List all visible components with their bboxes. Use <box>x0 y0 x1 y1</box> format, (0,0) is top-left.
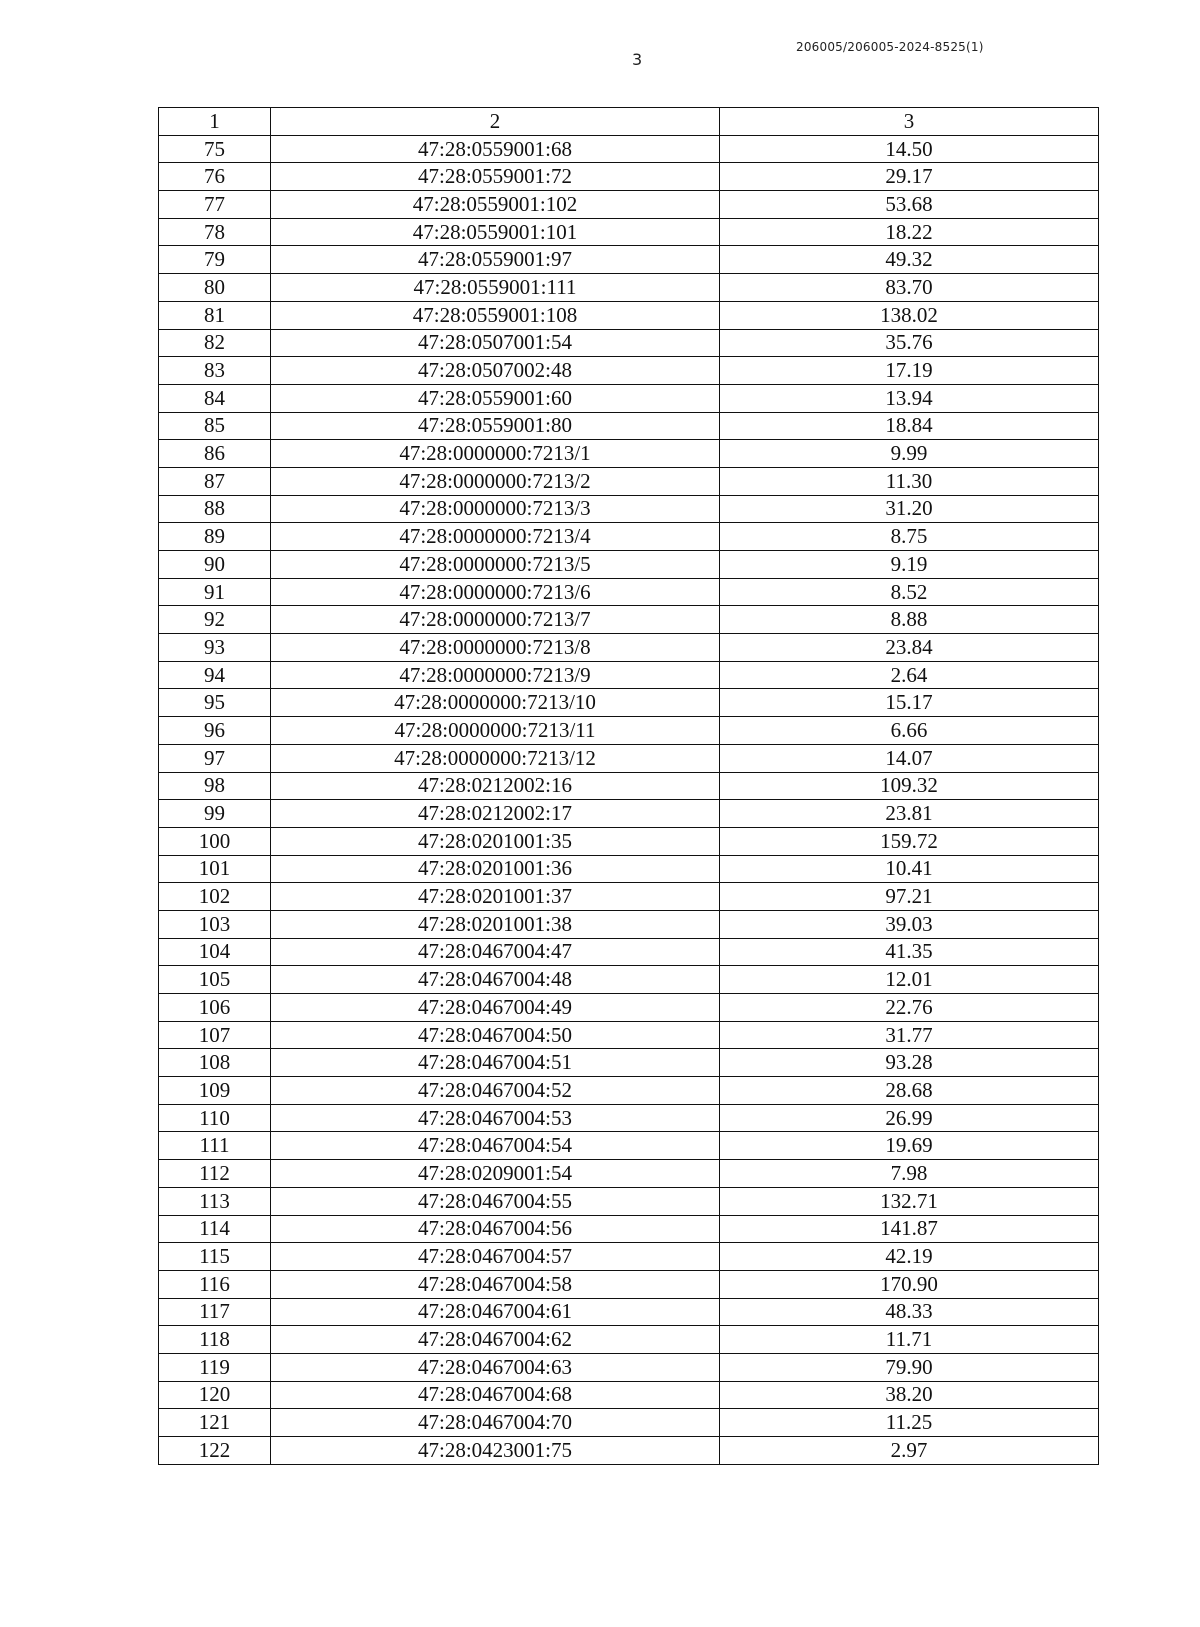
row-number-cell: 87 <box>159 467 271 495</box>
table-row <box>159 827 1099 855</box>
value-cell: 49.32 <box>720 246 1099 274</box>
row-number-cell: 104 <box>159 938 271 966</box>
table-row <box>159 329 1099 357</box>
cadastral-number-cell: 47:28:0467004:56 <box>271 1215 720 1243</box>
table-row <box>159 1132 1099 1160</box>
cadastral-number-cell: 47:28:0467004:53 <box>271 1104 720 1132</box>
table-row <box>159 274 1099 302</box>
row-number-cell: 106 <box>159 994 271 1022</box>
cadastral-number-cell: 47:28:0201001:37 <box>271 883 720 911</box>
row-number-cell: 84 <box>159 384 271 412</box>
value-cell: 170.90 <box>720 1270 1099 1298</box>
value-cell: 7.98 <box>720 1160 1099 1188</box>
cadastral-number-cell: 47:28:0559001:80 <box>271 412 720 440</box>
value-cell: 22.76 <box>720 994 1099 1022</box>
row-number-cell: 90 <box>159 551 271 579</box>
table-row <box>159 883 1099 911</box>
cadastral-number-cell: 47:28:0000000:7213/7 <box>271 606 720 634</box>
value-cell: 31.77 <box>720 1021 1099 1049</box>
row-number-cell: 103 <box>159 910 271 938</box>
row-number-cell: 81 <box>159 301 271 329</box>
value-cell: 12.01 <box>720 966 1099 994</box>
table-row <box>159 634 1099 662</box>
table-row <box>159 1077 1099 1105</box>
table-row <box>159 495 1099 523</box>
row-number-cell: 96 <box>159 717 271 745</box>
column-header-cadastral-number: 2 <box>271 108 720 136</box>
table-row <box>159 938 1099 966</box>
cadastral-number-cell: 47:28:0467004:48 <box>271 966 720 994</box>
table-row <box>159 163 1099 191</box>
value-cell: 109.32 <box>720 772 1099 800</box>
table-row <box>159 523 1099 551</box>
table-row <box>159 855 1099 883</box>
value-cell: 159.72 <box>720 827 1099 855</box>
document-id: 206005/206005-2024-8525(1) <box>796 40 984 54</box>
table-body <box>159 135 1099 1464</box>
value-cell: 39.03 <box>720 910 1099 938</box>
cadastral-number-cell: 47:28:0201001:38 <box>271 910 720 938</box>
table-row <box>159 1409 1099 1437</box>
table-row <box>159 1243 1099 1271</box>
table-row <box>159 1021 1099 1049</box>
cadastral-number-cell: 47:28:0201001:36 <box>271 855 720 883</box>
cadastral-number-cell: 47:28:0000000:7213/12 <box>271 744 720 772</box>
value-cell: 132.71 <box>720 1187 1099 1215</box>
table-row <box>159 551 1099 579</box>
value-cell: 138.02 <box>720 301 1099 329</box>
table-row <box>159 744 1099 772</box>
value-cell: 9.19 <box>720 551 1099 579</box>
cadastral-number-cell: 47:28:0467004:63 <box>271 1353 720 1381</box>
cadastral-number-cell: 47:28:0467004:55 <box>271 1187 720 1215</box>
row-number-cell: 118 <box>159 1326 271 1354</box>
value-cell: 18.84 <box>720 412 1099 440</box>
table-row <box>159 1049 1099 1077</box>
row-number-cell: 117 <box>159 1298 271 1326</box>
cadastral-number-cell: 47:28:0423001:75 <box>271 1437 720 1465</box>
row-number-cell: 83 <box>159 357 271 385</box>
value-cell: 15.17 <box>720 689 1099 717</box>
value-cell: 83.70 <box>720 274 1099 302</box>
value-cell: 42.19 <box>720 1243 1099 1271</box>
value-cell: 10.41 <box>720 855 1099 883</box>
cadastral-number-cell: 47:28:0467004:47 <box>271 938 720 966</box>
cadastral-number-cell: 47:28:0212002:17 <box>271 800 720 828</box>
cadastral-number-cell: 47:28:0559001:108 <box>271 301 720 329</box>
row-number-cell: 110 <box>159 1104 271 1132</box>
cadastral-number-cell: 47:28:0467004:57 <box>271 1243 720 1271</box>
row-number-cell: 89 <box>159 523 271 551</box>
cadastral-number-cell: 47:28:0000000:7213/8 <box>271 634 720 662</box>
value-cell: 8.75 <box>720 523 1099 551</box>
cadastral-number-cell: 47:28:0467004:61 <box>271 1298 720 1326</box>
row-number-cell: 114 <box>159 1215 271 1243</box>
table-row <box>159 661 1099 689</box>
value-cell: 19.69 <box>720 1132 1099 1160</box>
value-cell: 6.66 <box>720 717 1099 745</box>
cadastral-table <box>158 107 1099 1465</box>
cadastral-number-cell: 47:28:0467004:49 <box>271 994 720 1022</box>
value-cell: 11.25 <box>720 1409 1099 1437</box>
value-cell: 9.99 <box>720 440 1099 468</box>
cadastral-number-cell: 47:28:0507001:54 <box>271 329 720 357</box>
cadastral-number-cell: 47:28:0000000:7213/10 <box>271 689 720 717</box>
row-number-cell: 121 <box>159 1409 271 1437</box>
row-number-cell: 77 <box>159 191 271 219</box>
row-number-cell: 115 <box>159 1243 271 1271</box>
value-cell: 23.84 <box>720 634 1099 662</box>
cadastral-number-cell: 47:28:0209001:54 <box>271 1160 720 1188</box>
column-header-number: 1 <box>159 108 271 136</box>
page-number: 3 <box>632 50 643 69</box>
table-row <box>159 218 1099 246</box>
table-row <box>159 910 1099 938</box>
cadastral-number-cell: 47:28:0000000:7213/3 <box>271 495 720 523</box>
value-cell: 26.99 <box>720 1104 1099 1132</box>
table-row <box>159 1160 1099 1188</box>
value-cell: 23.81 <box>720 800 1099 828</box>
cadastral-number-cell: 47:28:0467004:62 <box>271 1326 720 1354</box>
table-row <box>159 440 1099 468</box>
table-row <box>159 135 1099 163</box>
row-number-cell: 97 <box>159 744 271 772</box>
table-row <box>159 1326 1099 1354</box>
table-row <box>159 357 1099 385</box>
value-cell: 93.28 <box>720 1049 1099 1077</box>
table-row <box>159 246 1099 274</box>
cadastral-number-cell: 47:28:0000000:7213/4 <box>271 523 720 551</box>
value-cell: 11.71 <box>720 1326 1099 1354</box>
column-header-value: 3 <box>720 108 1099 136</box>
value-cell: 41.35 <box>720 938 1099 966</box>
value-cell: 31.20 <box>720 495 1099 523</box>
row-number-cell: 113 <box>159 1187 271 1215</box>
cadastral-number-cell: 47:28:0559001:60 <box>271 384 720 412</box>
cadastral-number-cell: 47:28:0000000:7213/11 <box>271 717 720 745</box>
row-number-cell: 109 <box>159 1077 271 1105</box>
row-number-cell: 99 <box>159 800 271 828</box>
row-number-cell: 102 <box>159 883 271 911</box>
row-number-cell: 80 <box>159 274 271 302</box>
value-cell: 79.90 <box>720 1353 1099 1381</box>
cadastral-number-cell: 47:28:0201001:35 <box>271 827 720 855</box>
row-number-cell: 108 <box>159 1049 271 1077</box>
row-number-cell: 75 <box>159 135 271 163</box>
value-cell: 97.21 <box>720 883 1099 911</box>
cadastral-number-cell: 47:28:0507002:48 <box>271 357 720 385</box>
row-number-cell: 101 <box>159 855 271 883</box>
row-number-cell: 91 <box>159 578 271 606</box>
cadastral-number-cell: 47:28:0000000:7213/9 <box>271 661 720 689</box>
cadastral-number-cell: 47:28:0467004:70 <box>271 1409 720 1437</box>
row-number-cell: 116 <box>159 1270 271 1298</box>
value-cell: 38.20 <box>720 1381 1099 1409</box>
table-row <box>159 191 1099 219</box>
row-number-cell: 122 <box>159 1437 271 1465</box>
table-row <box>159 772 1099 800</box>
table-row <box>159 301 1099 329</box>
table-row <box>159 1298 1099 1326</box>
row-number-cell: 82 <box>159 329 271 357</box>
value-cell: 2.64 <box>720 661 1099 689</box>
row-number-cell: 98 <box>159 772 271 800</box>
table-row <box>159 717 1099 745</box>
row-number-cell: 79 <box>159 246 271 274</box>
row-number-cell: 76 <box>159 163 271 191</box>
value-cell: 14.07 <box>720 744 1099 772</box>
table-row <box>159 1104 1099 1132</box>
value-cell: 18.22 <box>720 218 1099 246</box>
row-number-cell: 119 <box>159 1353 271 1381</box>
table-row <box>159 467 1099 495</box>
row-number-cell: 100 <box>159 827 271 855</box>
value-cell: 28.68 <box>720 1077 1099 1105</box>
table-row <box>159 800 1099 828</box>
row-number-cell: 120 <box>159 1381 271 1409</box>
table-header-row <box>159 108 1099 136</box>
row-number-cell: 105 <box>159 966 271 994</box>
cadastral-number-cell: 47:28:0467004:68 <box>271 1381 720 1409</box>
cadastral-number-cell: 47:28:0000000:7213/2 <box>271 467 720 495</box>
row-number-cell: 111 <box>159 1132 271 1160</box>
value-cell: 29.17 <box>720 163 1099 191</box>
table-row <box>159 1270 1099 1298</box>
value-cell: 14.50 <box>720 135 1099 163</box>
value-cell: 8.88 <box>720 606 1099 634</box>
value-cell: 53.68 <box>720 191 1099 219</box>
row-number-cell: 85 <box>159 412 271 440</box>
cadastral-number-cell: 47:28:0467004:52 <box>271 1077 720 1105</box>
table-row <box>159 1187 1099 1215</box>
cadastral-number-cell: 47:28:0559001:102 <box>271 191 720 219</box>
cadastral-number-cell: 47:28:0467004:50 <box>271 1021 720 1049</box>
table-row <box>159 606 1099 634</box>
table-row <box>159 1353 1099 1381</box>
table-row <box>159 1381 1099 1409</box>
cadastral-number-cell: 47:28:0467004:58 <box>271 1270 720 1298</box>
cadastral-number-cell: 47:28:0212002:16 <box>271 772 720 800</box>
cadastral-number-cell: 47:28:0000000:7213/6 <box>271 578 720 606</box>
cadastral-number-cell: 47:28:0467004:54 <box>271 1132 720 1160</box>
value-cell: 17.19 <box>720 357 1099 385</box>
table-row <box>159 966 1099 994</box>
table-row <box>159 1437 1099 1465</box>
table-row <box>159 689 1099 717</box>
value-cell: 8.52 <box>720 578 1099 606</box>
table-row <box>159 412 1099 440</box>
row-number-cell: 78 <box>159 218 271 246</box>
row-number-cell: 86 <box>159 440 271 468</box>
cadastral-number-cell: 47:28:0559001:68 <box>271 135 720 163</box>
cadastral-number-cell: 47:28:0000000:7213/1 <box>271 440 720 468</box>
row-number-cell: 94 <box>159 661 271 689</box>
cadastral-number-cell: 47:28:0559001:97 <box>271 246 720 274</box>
value-cell: 35.76 <box>720 329 1099 357</box>
table-row <box>159 1215 1099 1243</box>
table-row <box>159 578 1099 606</box>
table-row <box>159 994 1099 1022</box>
value-cell: 13.94 <box>720 384 1099 412</box>
cadastral-number-cell: 47:28:0000000:7213/5 <box>271 551 720 579</box>
cadastral-number-cell: 47:28:0559001:111 <box>271 274 720 302</box>
value-cell: 2.97 <box>720 1437 1099 1465</box>
row-number-cell: 112 <box>159 1160 271 1188</box>
value-cell: 11.30 <box>720 467 1099 495</box>
row-number-cell: 107 <box>159 1021 271 1049</box>
table-row <box>159 384 1099 412</box>
row-number-cell: 88 <box>159 495 271 523</box>
row-number-cell: 93 <box>159 634 271 662</box>
cadastral-number-cell: 47:28:0467004:51 <box>271 1049 720 1077</box>
cadastral-number-cell: 47:28:0559001:101 <box>271 218 720 246</box>
value-cell: 141.87 <box>720 1215 1099 1243</box>
row-number-cell: 95 <box>159 689 271 717</box>
row-number-cell: 92 <box>159 606 271 634</box>
cadastral-number-cell: 47:28:0559001:72 <box>271 163 720 191</box>
value-cell: 48.33 <box>720 1298 1099 1326</box>
